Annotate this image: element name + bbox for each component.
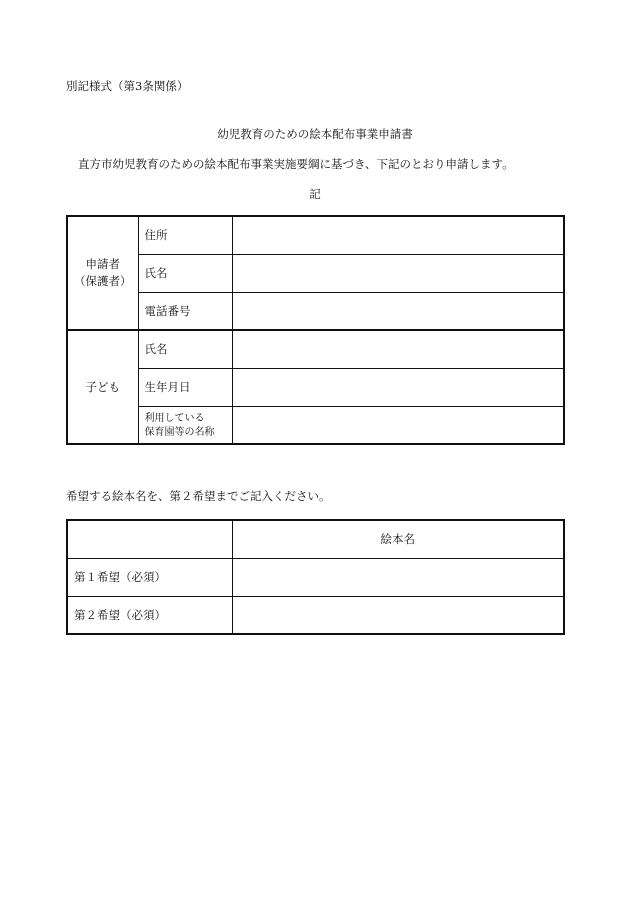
table-row: [67, 330, 564, 368]
table-row: [67, 596, 564, 634]
first-choice-label: 第１希望（必須）: [67, 558, 232, 596]
book-instruction: 希望する絵本名を、第２希望までご記入ください。: [66, 489, 331, 503]
child-name-label: 氏名: [138, 330, 232, 368]
table-row: [67, 406, 564, 444]
nursery-name-label: [138, 406, 232, 444]
table-row: [67, 368, 564, 406]
guardian-group-line2: （保護者）: [74, 274, 132, 288]
applicant-table: [66, 215, 565, 445]
guardian-group-label: [67, 216, 138, 330]
child-group-label: 子ども: [67, 330, 138, 444]
guardian-address-field[interactable]: [232, 216, 564, 254]
guardian-name-label: 氏名: [138, 254, 232, 292]
guardian-address-label: 住所: [138, 216, 232, 254]
table-row: [67, 558, 564, 596]
child-name-field[interactable]: [232, 330, 564, 368]
table-row: [67, 216, 564, 254]
table-row: [67, 292, 564, 330]
book-header-blank: [67, 520, 232, 558]
guardian-group-line1: 申請者: [85, 257, 120, 271]
second-choice-field[interactable]: [232, 596, 564, 634]
intro-text: 直方市幼児教育のための絵本配布事業実施要綱に基づき、下記のとおり申請します。: [78, 157, 514, 171]
second-choice-label: 第２希望（必須）: [67, 596, 232, 634]
guardian-name-field[interactable]: [232, 254, 564, 292]
form-title: 幼児教育のための絵本配布事業申請書: [217, 127, 413, 141]
book-request-table: [66, 519, 565, 635]
child-birthdate-field[interactable]: [232, 368, 564, 406]
guardian-phone-field[interactable]: [232, 292, 564, 330]
first-choice-field[interactable]: [232, 558, 564, 596]
ki-marker: 記: [309, 187, 321, 201]
guardian-phone-label: 電話番号: [138, 292, 232, 330]
table-row: [67, 254, 564, 292]
table-row: [67, 520, 564, 558]
book-title-header: 絵本名: [232, 520, 564, 558]
nursery-name-field[interactable]: [232, 406, 564, 444]
child-birthdate-label: 生年月日: [138, 368, 232, 406]
nursery-label-line2: 保育園等の名称: [144, 426, 215, 438]
nursery-label-line1: 利用している: [144, 412, 205, 424]
form-reference: 別記様式（第3条関係）: [66, 79, 189, 93]
